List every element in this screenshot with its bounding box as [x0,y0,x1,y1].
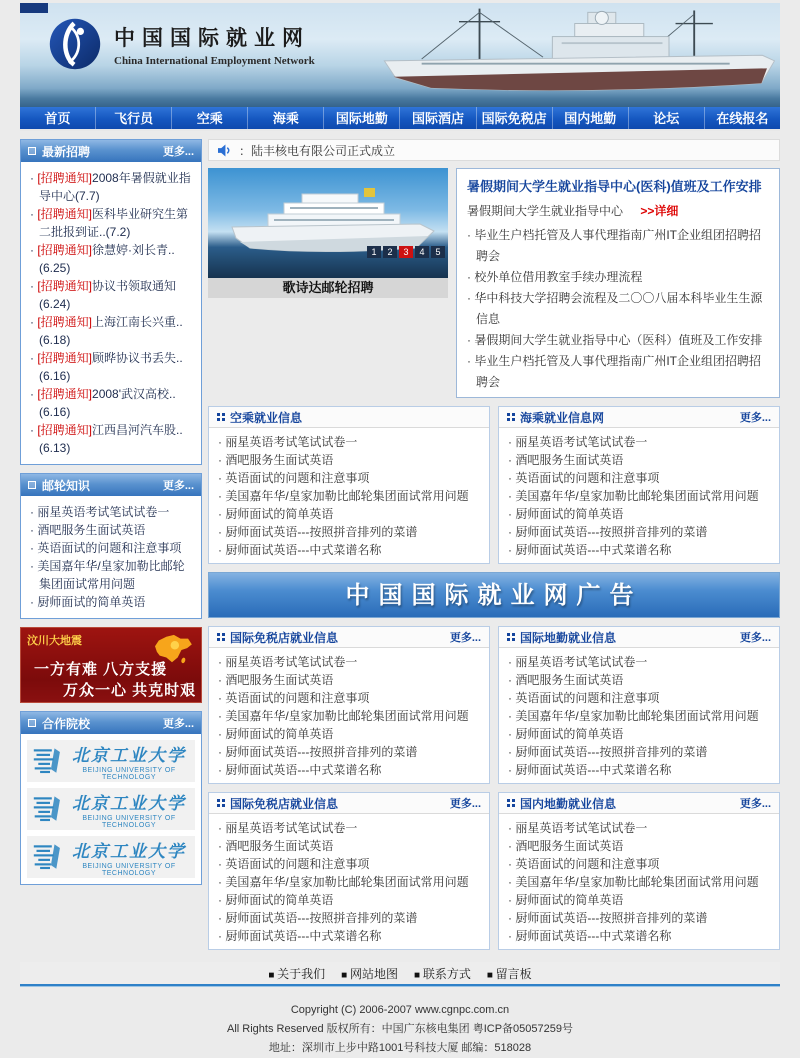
job-section [208,406,490,564]
job-link-item[interactable]: · 厨师面试英语---中式菜谱名称 [218,761,480,779]
job-link-item[interactable]: · 美国嘉年华/皇家加勒比邮轮集团面试常用问题 [218,707,480,725]
job-link-item[interactable]: · 厨师面试英语---按照拼音排列的菜谱 [218,743,480,761]
nav-item[interactable]: 在线报名 [704,107,780,129]
job-section-list [209,648,489,783]
grid-icon [507,799,510,802]
partner-logos [21,740,201,878]
job-section-header [209,793,489,814]
copyright-block [20,987,780,1058]
china-map-icon [149,633,195,667]
news-item[interactable]: · 毕业生户档托管及人事代理指南广州IT企业组团招聘招聘会 [467,225,769,267]
job-link-item[interactable]: · 厨师面试的简单英语 [508,725,770,743]
latest-job-item[interactable] [30,277,195,313]
job-link-item[interactable]: · 丽星英语考试笔试试卷一 [508,819,770,837]
nav-item[interactable]: 国际酒店 [399,107,475,129]
job-link-item[interactable]: · 美国嘉年华/皇家加勒比邮轮集团面试常用问题 [508,707,770,725]
pagination-button[interactable]: 3 [399,246,413,258]
latest-job-item[interactable] [30,421,195,457]
job-link-item[interactable]: · 美国嘉年华/皇家加勒比邮轮集团面试常用问题 [218,487,480,505]
list-item[interactable]: · 酒吧服务生面试英语 [30,521,195,539]
grid-icon [217,413,220,416]
job-link-item[interactable]: · 厨师面试英语---中式菜谱名称 [508,927,770,945]
partners-more-link[interactable]: 更多... [162,718,194,730]
partner-name: 北京工业大学 [72,842,186,861]
job-section [498,406,780,564]
nav-item[interactable]: 海乘 [247,107,323,129]
earthquake-banner[interactable] [20,627,202,703]
news-item[interactable]: · 校外单位借用教室手续办理流程 [467,267,769,288]
content [20,131,780,958]
featured-photo-box [208,168,448,398]
square-icon [28,481,36,489]
job-text: 2008'武汉高校..(6.16) [39,387,176,419]
job-link-item[interactable]: · 厨师面试的简单英语 [218,891,480,909]
section-row-3 [208,792,780,950]
job-section-title: 空乘就业信息 [230,410,303,425]
logo-text [114,22,315,67]
latest-job-item[interactable] [30,241,195,277]
job-link-item[interactable]: · 厨师面试的简单英语 [508,891,770,909]
news-list [467,225,769,393]
job-link-item[interactable]: · 酒吧服务生面试英语 [508,671,770,689]
grid-icon [217,799,220,802]
news-headline[interactable]: 暑假期间大学生就业指导中心(医科)值班及工作安排 [467,179,762,194]
job-link-item[interactable]: · 丽星英语考试笔试试卷一 [508,653,770,671]
job-link-item[interactable]: · 丽星英语考试笔试试卷一 [508,433,770,451]
main-column [208,139,780,958]
pagination-button[interactable]: 5 [431,246,445,258]
grid-icon [507,413,510,416]
cruise-knowledge-list [21,496,201,618]
pagination-button[interactable]: 2 [383,246,397,258]
job-link-item[interactable]: · 酒吧服务生面试英语 [218,451,480,469]
nav-item[interactable]: 飞行员 [95,107,171,129]
job-link-item[interactable]: · 英语面试的问题和注意事项 [508,689,770,707]
nav-item[interactable]: 空乘 [171,107,247,129]
news-item[interactable]: · 华中科技大学招聘会流程及二〇〇八届本科毕业生生源信息 [467,288,769,330]
partner-caption: BEIJING UNIVERSITY OF TECHNOLOGY [82,863,176,877]
speaker-icon [217,144,232,157]
footer-link[interactable]: ■ 联系方式 [414,965,471,982]
job-link-item[interactable]: · 丽星英语考试笔试试卷一 [218,433,480,451]
job-link-item[interactable]: · 厨师面试的简单英语 [218,505,480,523]
latest-jobs-header [21,140,201,162]
partners-header [21,712,201,734]
main-nav [20,107,780,131]
sidebar [20,139,202,893]
university-logo-icon [32,746,68,776]
job-tag: [招聘通知] [37,315,93,329]
job-link-item[interactable]: · 厨师面试英语---按照拼音排列的菜谱 [508,523,770,541]
nav-item[interactable]: 首页 [44,111,71,126]
job-text: 医科毕业研究生第二批报到证..(7.2) [39,207,189,239]
nav-item[interactable]: 论坛 [628,107,704,129]
news-box [456,168,780,398]
job-section-title: 国内地勤就业信息 [520,796,617,811]
latest-jobs-list [21,162,201,464]
job-section [208,626,490,784]
header-corner-decoration [20,3,48,13]
pagination-button[interactable]: 4 [415,246,429,258]
news-subrow [467,202,769,219]
job-link-item[interactable]: · 厨师面试的简单英语 [508,505,770,523]
footer-links [20,962,780,984]
job-tag: [招聘通知] [37,207,93,221]
job-text: 江西昌河汽车股..(6.13) [39,423,183,455]
job-section-more-link[interactable]: 更多... [739,632,771,644]
job-section-title: 海乘就业信息网 [520,410,605,425]
job-section-title: 国际免税店就业信息 [230,630,339,645]
address-line: 地址：深圳市上步中路1001号科技大厦 邮编：518028 [268,1042,532,1054]
job-link-item[interactable]: · 美国嘉年华/皇家加勒比邮轮集团面试常用问题 [508,873,770,891]
earthquake-banner-line1: 一方有难 八方支援 [34,661,168,678]
news-detail-link[interactable]: >>详细 [640,204,679,218]
job-section-more-link[interactable]: 更多... [739,798,771,810]
job-section-list [499,814,779,949]
square-icon [28,147,36,155]
latest-job-item[interactable] [30,169,195,205]
job-tag: [招聘通知] [37,243,93,257]
site-logo[interactable] [48,17,315,71]
job-section [498,792,780,950]
job-tag: [招聘通知] [37,351,93,365]
section-row-1 [208,406,780,564]
site-subtitle: China International Employment Network [114,54,315,67]
list-item[interactable]: · 厨师面试的简单英语 [30,593,195,611]
job-link-item[interactable]: · 英语面试的问题和注意事项 [218,469,480,487]
job-section-list [209,428,489,563]
job-tag: [招聘通知] [37,423,93,437]
job-section [208,792,490,950]
job-link-item[interactable]: · 丽星英语考试笔试试卷一 [218,653,480,671]
job-text: 2008年暑假就业指导中心(7.7) [39,171,191,203]
partners-box [20,711,202,885]
news-item[interactable]: · 毕业生户档托管及人事代理指南广州IT企业组团招聘招聘会 [467,351,769,393]
job-section-header [209,407,489,428]
announcement-bar [208,139,780,161]
job-link-item[interactable]: · 厨师面试英语---中式菜谱名称 [508,761,770,779]
cruise-knowledge-title: 邮轮知识 [42,478,91,493]
site-title: 中国国际就业网 [114,26,310,50]
page [20,3,780,1058]
latest-jobs-title: 最新招聘 [42,144,91,159]
university-logo-icon [32,794,68,824]
announcement-text[interactable]: ：陆丰核电有限公司正式成立 [239,143,396,158]
job-link-item[interactable]: · 英语面试的问题和注意事项 [218,855,480,873]
job-section [498,626,780,784]
job-link-item[interactable]: · 厨师面试的简单英语 [218,725,480,743]
grid-icon [217,633,220,636]
job-section-header [499,407,779,428]
latest-job-item[interactable] [30,313,195,349]
footer-link[interactable]: ■ 留言板 [487,965,532,982]
job-link-item[interactable]: · 酒吧服务生面试英语 [218,671,480,689]
job-link-item[interactable]: · 酒吧服务生面试英语 [508,837,770,855]
partner-logo-tile[interactable] [27,740,195,782]
partner-caption: BEIJING UNIVERSITY OF TECHNOLOGY [82,767,176,781]
job-section-title: 国际地勤就业信息 [520,630,617,645]
latest-jobs-more-link[interactable]: 更多... [162,146,194,158]
partner-caption: BEIJING UNIVERSITY OF TECHNOLOGY [82,815,176,829]
ad-banner[interactable]: 中国国际就业网广告 [208,572,780,618]
rights-line: All Rights Reserved 版权所有：中国广东核电集团 粤ICP备05057259号 [227,1023,573,1035]
job-section-header [209,627,489,648]
footer-link[interactable]: ■ 关于我们 [268,965,325,982]
job-text: 协议书领取通知(6.24) [39,279,177,311]
cruise-knowledge-header [21,474,201,496]
job-section-header [499,793,779,814]
job-section-header [499,627,779,648]
news-item[interactable]: · 暑假期间大学生就业指导中心（医科）值班及工作安排 [467,330,769,351]
grid-icon [507,633,510,636]
latest-job-item[interactable] [30,349,195,385]
nav-item[interactable]: 国内地勤 [552,107,628,129]
partner-logo-text [68,741,190,781]
square-icon [28,719,36,727]
partner-logo-text [68,837,190,877]
cruise-photo[interactable] [208,168,448,278]
job-section-list [499,428,779,563]
job-link-item[interactable]: · 酒吧服务生面试英语 [508,451,770,469]
partners-title: 合作院校 [42,716,91,731]
job-tag: [招聘通知] [37,279,93,293]
job-section-list [499,648,779,783]
latest-job-item[interactable] [30,385,195,421]
job-section-more-link[interactable]: 更多... [449,798,481,810]
partner-logo-text [68,789,190,829]
partner-name: 北京工业大学 [72,746,186,765]
job-link-item[interactable]: · 英语面试的问题和注意事项 [218,689,480,707]
job-link-item[interactable]: · 厨师面试英语---中式菜谱名称 [218,927,480,945]
earthquake-banner-line2: 万众一心 共克时艰 [63,682,197,699]
job-section-list [209,814,489,949]
job-link-item[interactable]: · 美国嘉年华/皇家加勒比邮轮集团面试常用问题 [508,487,770,505]
job-section-title: 国际免税店就业信息 [230,796,339,811]
earthquake-banner-tag: 汶川大地震 [27,635,82,647]
footer-link[interactable]: ■ 网站地图 [341,965,398,982]
job-link-item[interactable]: · 英语面试的问题和注意事项 [508,469,770,487]
job-link-item[interactable]: · 厨师面试英语---按照拼音排列的菜谱 [508,743,770,761]
section-row-2 [208,626,780,784]
job-link-item[interactable]: · 厨师面试英语---中式菜谱名称 [508,541,770,559]
job-link-item[interactable]: · 厨师面试英语---按照拼音排列的菜谱 [508,909,770,927]
logo-globe-icon [48,17,102,71]
photo-pagination [367,246,445,258]
header-ship-image [356,3,780,101]
partner-name: 北京工业大学 [72,794,186,813]
news-sub-text: 暑假期间大学生就业指导中心 [467,204,624,218]
partner-logo-tile[interactable] [27,788,195,830]
list-item[interactable]: · 英语面试的问题和注意事项 [30,539,195,557]
job-section-more-link[interactable]: 更多... [739,412,771,424]
job-link-item[interactable]: · 厨师面试英语---按照拼音排列的菜谱 [218,909,480,927]
photo-caption[interactable]: 歌诗达邮轮招聘 [208,278,448,298]
job-text: 徐慧婷·刘长青..(6.25) [39,243,175,275]
list-item[interactable]: · 美国嘉年华/皇家加勒比邮轮集团面试常用问题 [30,557,195,593]
job-link-item[interactable]: · 英语面试的问题和注意事项 [508,855,770,873]
latest-jobs-box [20,139,202,465]
job-link-item[interactable]: · 美国嘉年华/皇家加勒比邮轮集团面试常用问题 [218,873,480,891]
job-link-item[interactable]: · 厨师面试英语---中式菜谱名称 [218,541,480,559]
pagination-button[interactable]: 1 [367,246,381,258]
list-item[interactable]: · 丽星英语考试笔试试卷一 [30,503,195,521]
nav-item[interactable]: 国际地勤 [323,107,399,129]
cruise-knowledge-more-link[interactable]: 更多... [162,480,194,492]
featured-area [208,168,780,398]
partner-logo-tile[interactable] [27,836,195,878]
job-link-item[interactable]: · 厨师面试英语---按照拼音排列的菜谱 [218,523,480,541]
cruise-knowledge-box [20,473,202,619]
university-logo-icon [32,842,68,872]
job-tag: [招聘通知] [37,171,93,185]
job-link-item[interactable]: · 酒吧服务生面试英语 [218,837,480,855]
job-tag: [招聘通知] [37,387,93,401]
job-section-more-link[interactable]: 更多... [449,632,481,644]
job-link-item[interactable]: · 丽星英语考试笔试试卷一 [218,819,480,837]
job-text: 上海江南长兴重..(6.18) [39,315,183,347]
copyright-line: Copyright (C) 2006-2007 www.cgnpc.com.cn [290,1004,510,1016]
latest-job-item[interactable] [30,205,195,241]
nav-item[interactable]: 国际免税店 [476,107,552,129]
site-header [20,3,780,107]
job-text: 顾晔协议书丢失..(6.16) [39,351,183,383]
